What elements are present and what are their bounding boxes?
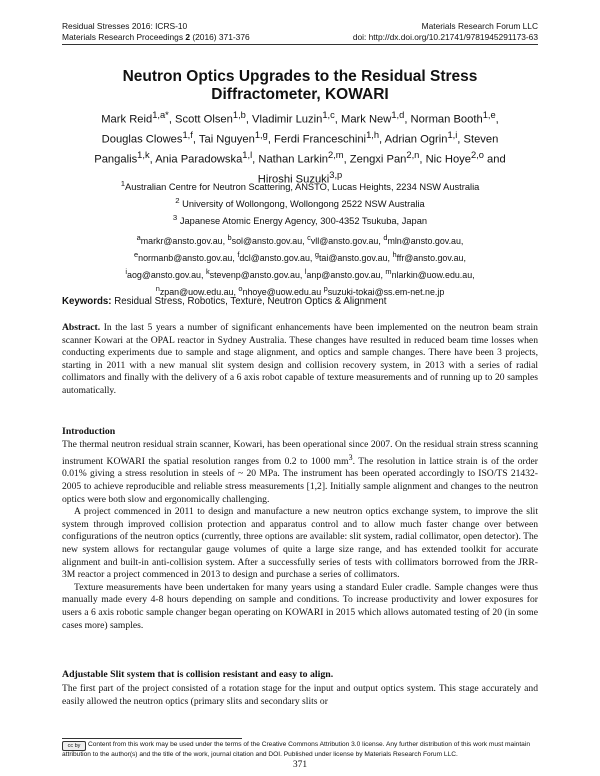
slit-paragraph-1: The first part of the project consisted of a rotation stage for the input and output optics system. This stage accurately and easily allowed the neutron optics (primary slits and secondary slits or: [62, 683, 538, 707]
slit-section-body: [62, 683, 538, 708]
abstract: [62, 322, 538, 398]
author-emails: $^a$markr@ansto.gov.au, $^b$sol@ansto.gov.au, $^c$vll@ansto.gov.au, $^d$mln@ansto.gov.au, $^e$normanb@ansto.gov.au, $^f$dcl@ansto.gov.au, $^g$tai@ansto.gov.au, $^h$ffr@ansto.gov.au, $^i$aog@ansto.gov.au, $^k$stevenp@ansto.gov.au, $^l$anp@ansto.gov.au, $^m$nlarkin@uow.edu.au, $^n$zpan@uow.edu.au, $^o$nhoye@uow.edu.au $^p$suzuki-tokai@ss.em-net.ne.jp: [125, 233, 475, 297]
affiliation-1: $^1$Australian Centre for Neutron Scattering, ANSTO, Lucas Heights, 2234 NSW Australia: [120, 179, 480, 193]
intro-paragraph-2: A project commenced in 2011 to design and manufacture a new neutron optics exchange system, to improve the slit system through improved collision protection and apparatus control and to allow much faster change over between configurations of the neutron optics (currently, three options are available: slit system, radial collimator, open detector). The new system allows for rectangular gauge volumes of quite a large size range, and has extended toolkit for accurate alignment and built-in anti-collision system. After a successfully series of tests with collimators borrowed from the JRR-3M reactor a project commenced in 2013 to design and purchase a series of collimators.: [62, 506, 538, 581]
keywords-label: Keywords:: [62, 296, 112, 307]
creative-commons-icon[interactable]: cc by: [62, 741, 86, 751]
affiliation-2: $^2$ University of Wollongong, Wollongong 2522 NSW Australia: [175, 196, 425, 210]
running-header-bottom: [62, 32, 538, 42]
title-line-1: Neutron Optics Upgrades to the Residual Stress: [122, 68, 478, 85]
title-line-2: Diffractometer, KOWARI: [211, 86, 389, 103]
header-rule: [62, 44, 538, 45]
conference-name: Residual Stresses 2016: ICRS-10: [62, 21, 188, 31]
license-text: Content from this work may be used under the terms of the Creative Commons Attribution 3.0 license. Any further distribution of this work must maintain attribution to the author(s) and the title of the work, journal citation and DOI. Published under license by Materials Research Forum LLC.: [62, 741, 530, 758]
affiliation-3: $^3$ Japanese Atomic Energy Agency, 300-4352 Tsukuba, Japan: [172, 213, 428, 227]
publisher-name: Materials Research Forum LLC: [421, 21, 538, 31]
keywords-text: Residual Stress, Robotics, Texture, Neutron Optics & Alignment: [114, 296, 387, 307]
running-header-top: [62, 21, 538, 31]
abstract-label: Abstract.: [62, 322, 101, 333]
section-heading-introduction: Introduction: [62, 426, 116, 437]
author-list: Mark Reid$^{1,a*}$, Scott Olsen$^{1,b}$, Vladimir Luzin$^{1,c}$, Mark New$^{1,d}$, Norman Booth$^{1,e}$, Douglas Clowes$^{1,f}$, Tai Nguyen$^{1,g}$, Ferdi Franceschini$^{1,h}$, Adrian Ogrin$^{1,i}$, Steven Pangalis$^{1,k}$, Ania Paradowska$^{1,l}$, Nathan Larkin$^{2,m}$, Zengxi Pan$^{2,n}$, Nic Hoye$^{2,o}$ and Hiroshi Suzuki$^{3,p}$: [94, 110, 506, 186]
paper-title: [62, 68, 538, 104]
license-notice: [62, 741, 538, 759]
section-heading-slit-system: Adjustable Slit system that is collision resistant and easy to align.: [62, 669, 334, 680]
intro-paragraph-1: The thermal neutron residual strain scanner, Kowari, has been operational since 2007. On the residual strain stress scanning instrument KOWARI the spatial resolution ranges from 0.2 to 1000 $mm^3$. The resolution in lattice strain is of the order 0.01% giving a stress resolution in steels of ~ 20 MPa. The instrument has been operated accordingly to ISO/TS 21432-2005 to achieve reproducible and reliable stress measurements [1,2]. Initially sample alignment and changes to the neutron optics were both slow and ergonomically challenging.: [62, 439, 538, 505]
proceedings-ref: Materials Research Proceedings 2 (2016) 371-376: [62, 32, 250, 42]
intro-paragraph-3: Texture measurements have been undertaken for many years using a standard Euler cradle. Sample changes were thus manually made every 4-8 hours depending on sample and conditions. To increase productivity and lower exposures for users a 6 axis robotic sample changer began operating on KOWARI in 2015 which allows automated testing of 20 (in some cases more) samples.: [62, 581, 538, 631]
abstract-text: In the last 5 years a number of significant enhancements have been implemented on the neutron beam strain scanner Kowari at the OPAL reactor in Sydney Australia. These changes have resulted in reduced beam time losses when conducting experiments due to sample and stage alignment, and optics and sample changes. There have been 3 projects, starting in 2011 with a new manual slit system design and collision recovery system, in 2013 with a series of radial collimators and finally with the delivery of a 6 axis robot capable of texture measurements and of running up to 20 samples automatically.: [62, 322, 538, 396]
keywords: [62, 296, 538, 308]
footer-rule: [62, 738, 242, 739]
introduction-body: [62, 439, 538, 632]
page-number: 371: [292, 760, 308, 770]
doi-link[interactable]: doi: http://dx.doi.org/10.21741/9781945291173-63: [352, 32, 538, 42]
